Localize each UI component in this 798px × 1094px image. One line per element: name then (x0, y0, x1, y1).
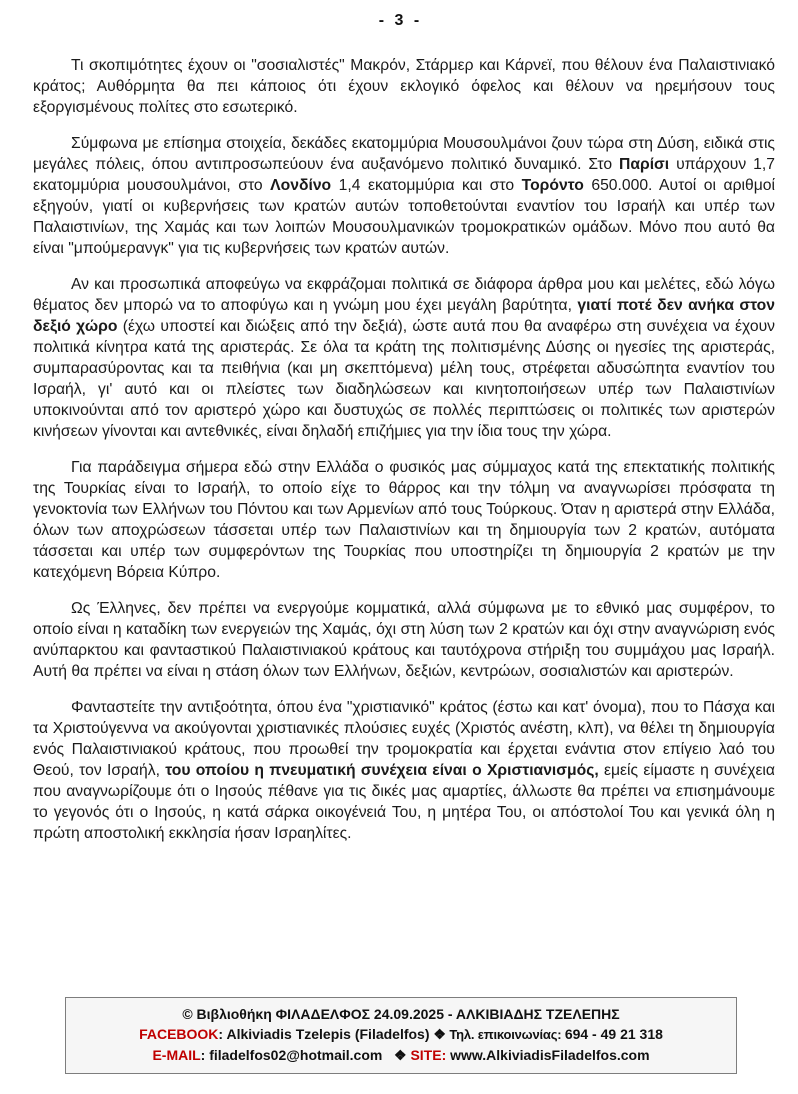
text-run: (έχω υποστεί και διώξεις από την δεξιά), ώστε αυτά που θα αναφέρω στη συνέχεια να έχουν πολιτικά κίνητρα κατά της αριστεράς. Σε όλα τα κράτη της πολιτισμένης Δύσης οι ηγεσίες της αριστεράς, συμπαρασύροντας και τα πειθήνια (και μη σκεπτόμενα) μέλη τους, στρέφεται αδυσώπητα εναντίον του Ισραήλ, γι' αυτό και οι πλείστες των διαδηλώσεων και κινητοποιήσεων υπέρ των Παλαιστινίων υποκινούνται από τον αριστερό χώρο και δυστυχώς σε πολλές περιπτώσεις οι πολιτικές των αριστερών κινήσεων γίνονται και αντεθνικές, είναι δηλαδή επιζήμιες για την ίδια τους την χώρα. (33, 318, 775, 440)
footer-line-copyright (76, 1004, 726, 1024)
footer-contact-box (65, 997, 737, 1074)
body-paragraph (33, 55, 775, 118)
text-run: Λονδίνο (270, 177, 332, 194)
text-run: E-MAIL (152, 1047, 201, 1063)
footer-line-email-site (76, 1045, 726, 1065)
text-run: Τορόντο (521, 177, 584, 194)
text-run: Παρίσι (619, 156, 670, 173)
text-run: Ως Έλληνες, δεν πρέπει να ενεργούμε κομματικά, αλλά σύμφωνα με το εθνικό μας συμφέρον, το οποίο είναι η καταδίκη των ενεργειών της Χαμάς, όχι στη λύση των 2 κρατών και όχι στην αναγνώριση ενός ανύπαρκτου και φανταστικού Παλαιστινιακού κράτους και ταυτόχρονα στήριξη του συμμάχου μας Ισραήλ. Αυτή θα πρέπει να είναι η στάση όλων των Ελλήνων, δεξιών, κεντρώων, σοσιαλιστών και αριστερών. (33, 600, 775, 680)
diamond-icon: ❖ (433, 1026, 446, 1042)
diamond-icon: ❖ (382, 1047, 411, 1063)
page-number: - 3 - (378, 12, 420, 29)
text-run: Για παράδειγμα σήμερα εδώ στην Ελλάδα ο φυσικός μας σύμμαχος κατά της επεκτατικής πολιτικής της Τουρκίας είναι το Ισραήλ, το οποίο είχε το θάρρος και την τόλμη να αναγνωρίσει πρόσφατα τη γενοκτονία των Ελλήνων του Πόντου και των Αρμενίων από τους Τούρκους. Όταν η αριστερά στην Ελλάδα, όλων των αποχρώσεων τάσσεται υπέρ των Παλαιστινίων και τη δημιουργία των 2 κρατών, αυτόματα τάσσεται και υπέρ των συμφερόντων της Τουρκίας που υποστηρίζει τη δημιουργία 2 κρατών με την κατεχόμενη Βόρεια Κύπρο. (33, 459, 775, 581)
text-run: Αν και προσωπικά αποφεύγω να εκφράζομαι πολιτικά σε διάφορα άρθρα μου και μελέτες, εδώ λόγω θέματος δεν μπορώ να το αποφύγω και η γνώμη μου έχει μεγάλη βαρύτητα, (33, 276, 775, 314)
body-paragraph (33, 274, 775, 442)
text-run: 1,4 εκατομμύρια και στο (331, 177, 522, 194)
body-paragraph (33, 598, 775, 682)
body-paragraph (33, 697, 775, 844)
page-body (0, 30, 798, 844)
text-run: γιατί ποτέ δεν ανήκα στον δεξιό χώρο (33, 297, 775, 335)
text-run: 650.000. Αυτοί οι αριθμοί εξηγούν, γιατί οι κυβερνήσεις των κρατών αυτών τοποθετούνται εναντίον του Ισραήλ και υπέρ των Παλαιστινίων, της Χαμάς και των λοιπών Μουσουλμανικών τρομοκρατικών ομάδων. Μόνο που αυτό θα είναι "μπούμερανγκ" για τις κυβερνήσεις των κρατών αυτών. (33, 177, 775, 257)
text-run: : Alkiviadis Tzelepis (Filadelfos) (218, 1026, 434, 1042)
footer-line-facebook-phone (76, 1024, 726, 1045)
text-run: Φανταστείτε την αντιξοότητα, όπου ένα "χριστιανικό" κράτος (έστω και κατ' όνομα), που το Πάσχα και τα Χριστούγεννα να ακούγονται χριστιανικές πλούσιες ευχές (Χριστός ανέστη, κλπ), να θέλει τη δημιουργία ενός Παλαιστινιακού κράτους, που προωθεί την τρομοκρατία και έρχεται ενάντια στον επίγειο λαό του Θεού, τον Ισραήλ, (33, 699, 775, 779)
body-paragraph (33, 457, 775, 583)
text-run: FACEBOOK (139, 1026, 219, 1042)
text-run: του οποίου η πνευματική συνέχεια είναι ο Χριστιανισμός, (165, 762, 599, 779)
text-run: εμείς είμαστε η συνέχεια που αναγνωρίζουμε ότι ο Ιησούς πέθανε για τις δικές μας αμαρτίες, άλλωστε θα πρέπει να επισημάνουμε το γεγονός ότι ο Ιησούς, η κατά σάρκα οικογένειά Του, η μητέρα Του, οι απόστολοί Του και γενικά όλη η πρώτη αποστολική εκκλησία ήσαν Ισραηλίτες. (33, 762, 775, 842)
body-paragraph (33, 133, 775, 259)
text-run: www.AlkiviadisFiladelfos.com (446, 1047, 650, 1063)
text-run: SITE: (410, 1047, 447, 1063)
text-run: © Βιβλιοθήκη ΦΙΛΑΔΕΛΦΟΣ 24.09.2025 - ΑΛΚΙΒΙΑΔΗΣ ΤΖΕΛΕΠΗΣ (182, 1006, 620, 1022)
text-run: 694 - 49 21 318 (564, 1026, 663, 1042)
text-run: : filadelfos02@hotmail.com (200, 1047, 383, 1063)
text-run: υπάρχουν 1,7 εκατομμύρια μουσουλμάνοι, στο (33, 156, 775, 194)
text-run: Τι σκοπιμότητες έχουν οι "σοσιαλιστές" Μακρόν, Στάρμερ και Κάρνεϊ, που θέλουν ένα Παλαιστινιακό κράτος; Αυθόρμητα θα πει κάποιος ότι έχουν εκλογικό όφελος και θέλουν να ηρεμήσουν τους εξοργισμένους πολίτες στο εσωτερικό. (33, 57, 775, 116)
text-run: Σύμφωνα με επίσημα στοιχεία, δεκάδες εκατομμύρια Μουσουλμάνοι ζουν τώρα στη Δύση, ειδικά στις μεγάλες πόλεις, όπου αντιπροσωπεύουν ένα αυξανόμενο πολιτικό δυναμικό. Στο (33, 135, 775, 173)
text-run: Τηλ. επικοινωνίας: (445, 1027, 565, 1042)
